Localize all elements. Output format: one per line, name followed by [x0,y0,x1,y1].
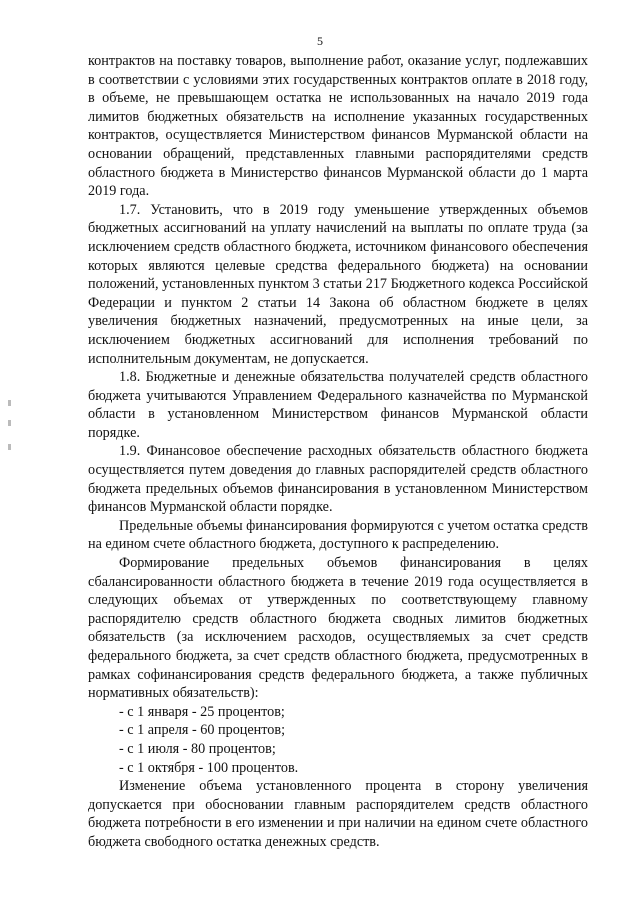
list-item: - с 1 октября - 100 процентов. [119,759,299,776]
list-item: - с 1 января - 25 процентов; [119,703,285,720]
paragraph-1-8: 1.8. Бюджетные и денежные обязательства получателей средств областного бюджета учитываются Управлением Федерального казначейства по Мурманской области в установленном Министерством финансов Мурманской области порядке. [88,369,588,441]
list-item: - с 1 апреля - 60 процентов; [119,722,286,739]
paragraph-formation: Формирование предельных объемов финансирования в целях сбалансированности областного бюджета в течение 2019 года осуществляется в следующих объемах от утвержденных по соответствующему главному распорядителю средств областного бюджета сводных лимитов бюджетных обязательств (за исключением расходов, осуществляемых за счет средств федерального бюджета, за счет средств областного бюджета, предусмотренных в рамках софинансирования средств федерального бюджета, а также публичных нормативных обязательств): [88,555,588,702]
paragraph-1-9: 1.9. Финансовое обеспечение расходных обязательств областного бюджета осуществляется путем доведения до главных распорядителей средств областного бюджета предельных объемов финансирования в установленном Министерством финансов Мурманской области порядке. [88,443,588,516]
page-number: 5 [317,34,323,48]
paragraph-1-7: 1.7. Установить, что в 2019 году уменьшение утвержденных объемов бюджетных ассигнований на уплату начислений на выплаты по оплате труда (за исключением средств областного бюджета, источником финансового обеспечения которых являются целевые средства федерального бюджета) на основании положений, установленных пунктом 3 статьи 217 Бюджетного кодекса Российской Федерации и пунктом 2 статьи 14 Закона об областном бюджете в целях увеличения бюджетных назначений, предусмотренных на иные цели, за исключением бюджетных ассигнований для исполнения требований по исполнительным документам, не допускается. [88,201,588,367]
paragraph-limits: Предельные объемы финансирования формируются с учетом остатка средств на едином счете областного бюджета, доступного к распределению. [88,517,588,553]
paragraph-continuation: контрактов на поставку товаров, выполнение работ, оказание услуг, подлежавших в соответствии с условиями этих государственных контрактов оплате в 2018 году, в объеме, не превышающем остатка не использованных на начало 2019 года лимитов бюджетных обязательств на исполнение указанных государственных контрактов, осуществляется Министерством финансов Мурманской области на основании обращений, представленных главными распорядителями средств областного бюджета в Министерство финансов Мурманской области до 1 марта 2019 года. [88,53,588,200]
paragraph-final: Изменение объема установленного процента в сторону увеличения допускается при обосновании главным распорядителем средств областного бюджета потребности в его изменении и при наличии на едином счете областного бюджета свободного остатка денежных средств. [88,778,588,850]
scan-margin-marks [8,400,16,460]
document-body [88,52,588,852]
list-item: - с 1 июля - 80 процентов; [119,740,276,757]
